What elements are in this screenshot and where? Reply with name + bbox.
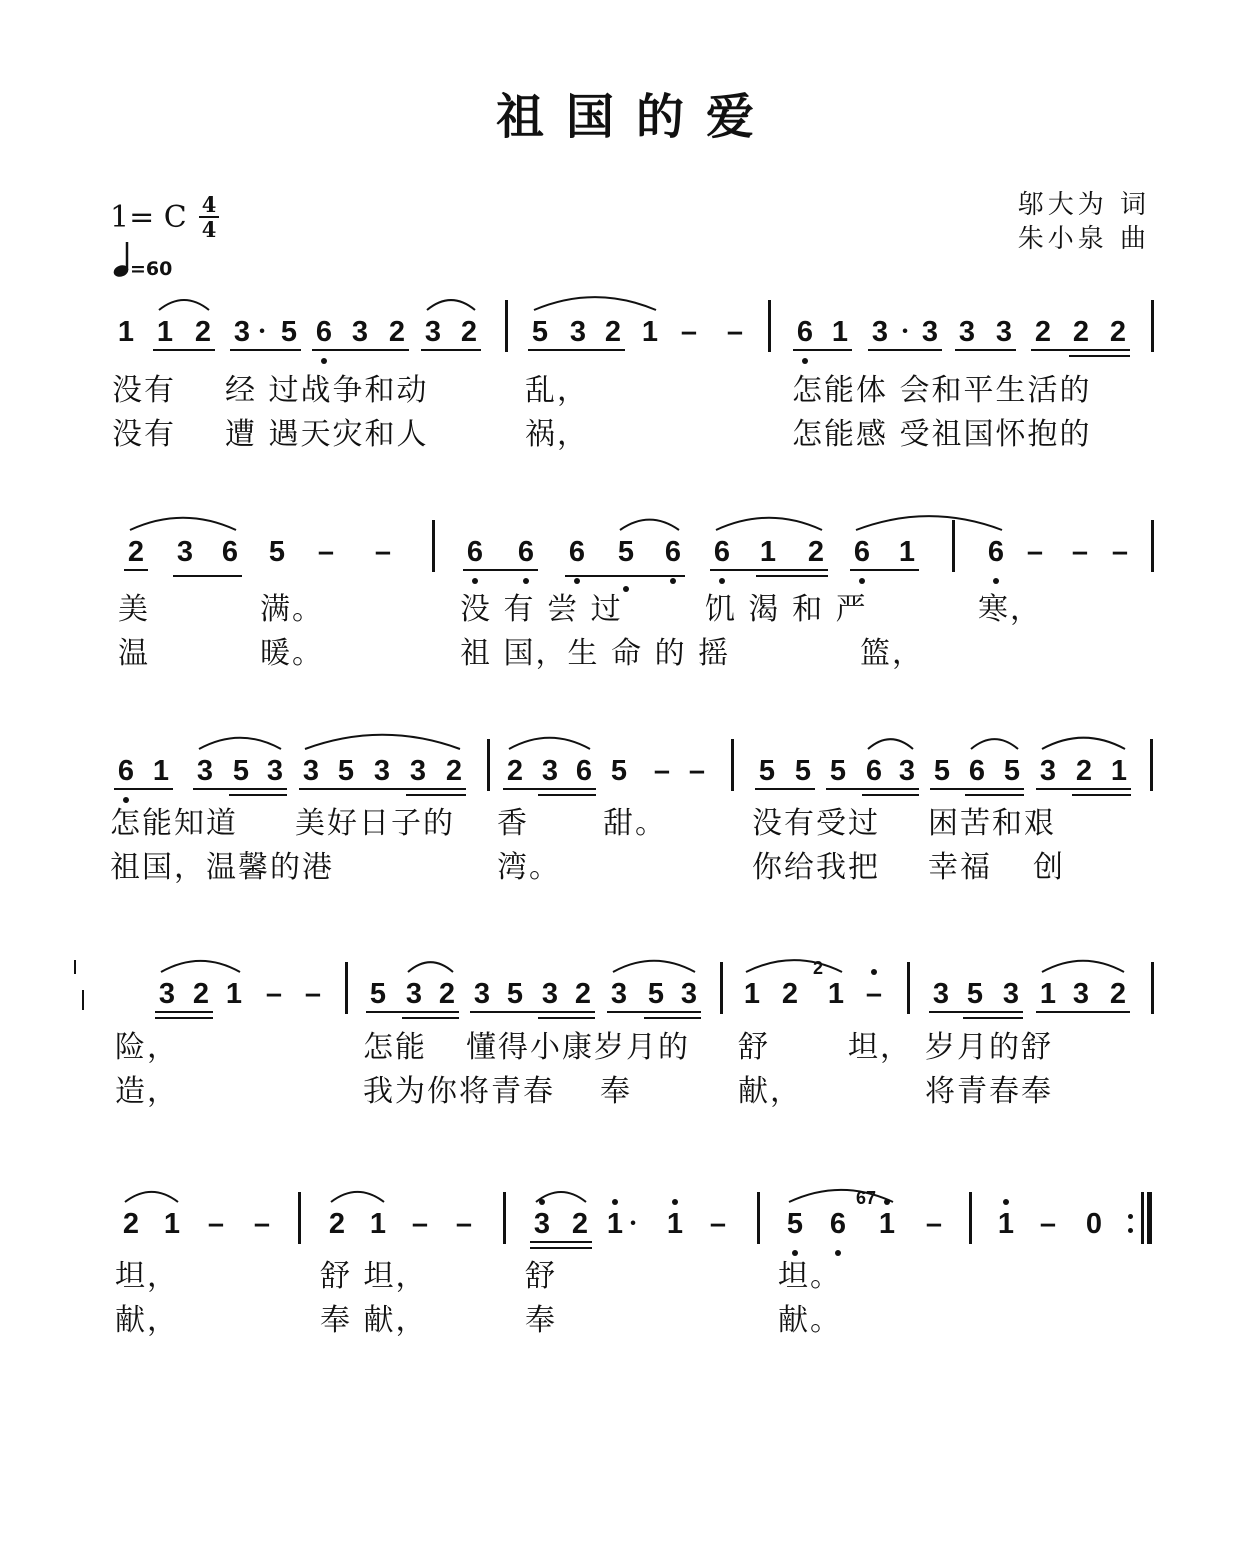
- lyric-2: 遭 遇天灾和人: [225, 417, 429, 452]
- lyric-1: 经 过战争和动: [225, 373, 429, 408]
- note: 3: [176, 536, 194, 568]
- note: 2: [1072, 316, 1090, 348]
- note: 2: [1075, 755, 1093, 787]
- note: 1: [743, 978, 761, 1010]
- note: 5: [933, 755, 951, 787]
- slur: [534, 297, 656, 310]
- note: 1: [759, 536, 777, 568]
- note: 2: [438, 978, 456, 1010]
- beam-line: [538, 794, 596, 796]
- beam-line: [229, 794, 287, 796]
- beam-line: [1036, 1011, 1130, 1013]
- note: 2: [460, 316, 478, 348]
- note: –: [865, 978, 883, 1010]
- beam-line: [538, 1017, 595, 1019]
- note: 6: [987, 536, 1005, 568]
- note: 2: [604, 316, 622, 348]
- note: 1: [666, 1208, 684, 1240]
- slur: [130, 518, 236, 530]
- note: 1: [641, 316, 659, 348]
- note: 6: [517, 536, 535, 568]
- lyric-2: 暖。: [260, 636, 324, 671]
- lyric-1: 险，: [115, 1030, 179, 1065]
- slur: [1042, 738, 1125, 749]
- note: 2: [388, 316, 406, 348]
- slur: [125, 1192, 178, 1202]
- beam-line: [565, 575, 685, 577]
- slur: [509, 738, 590, 749]
- margin-mark: [74, 960, 76, 974]
- lyric-1: 没有受过: [752, 806, 880, 841]
- barline: [505, 300, 508, 352]
- repeat-dot: [1128, 1214, 1133, 1219]
- barline: [345, 962, 348, 1014]
- beam-line: [1072, 794, 1131, 796]
- octave-dot-below: [835, 1250, 841, 1256]
- lyric-1: 困苦和艰: [928, 806, 1056, 841]
- note: 2: [192, 978, 210, 1010]
- note: –: [253, 1208, 271, 1240]
- lyric-2: 奉 献，: [320, 1303, 428, 1338]
- note: 1: [369, 1208, 387, 1240]
- lyric-2: 献。: [778, 1303, 842, 1338]
- note: •: [902, 323, 908, 340]
- lyric-2: 篮，: [860, 636, 924, 671]
- barline: [952, 520, 955, 572]
- lyric-2: 祖国，温馨的港: [110, 850, 334, 885]
- note: 6: [221, 536, 239, 568]
- octave-dot-below: [993, 578, 999, 584]
- note: 3: [533, 1208, 551, 1240]
- note: 5: [610, 755, 628, 787]
- beam-line: [530, 1247, 592, 1249]
- note: 5: [531, 316, 549, 348]
- note: 5: [268, 536, 286, 568]
- barline: [432, 520, 435, 572]
- octave-dot-below: [123, 797, 129, 803]
- note: 2: [1034, 316, 1052, 348]
- lyric-1: 甜。: [603, 806, 667, 841]
- barline: [1151, 962, 1154, 1014]
- slur: [408, 962, 453, 972]
- beam-line: [963, 1017, 1023, 1019]
- lyric-2: 祖 国，生 命 的 摇: [460, 636, 731, 671]
- note: 6: [575, 755, 593, 787]
- note: 5: [369, 978, 387, 1010]
- key-signature: 1= C: [110, 200, 187, 235]
- beam-line: [173, 575, 242, 577]
- beam-line: [868, 349, 942, 351]
- note: 5: [280, 316, 298, 348]
- note: 3: [196, 755, 214, 787]
- beam-line: [124, 569, 148, 571]
- tempo-mark: =60: [130, 258, 173, 280]
- note: –: [1026, 536, 1044, 568]
- note: 3: [266, 755, 284, 787]
- beam-line: [406, 794, 466, 796]
- note: –: [455, 1208, 473, 1240]
- lyric-1: 怎能: [363, 1030, 427, 1065]
- note: 1: [606, 1208, 624, 1240]
- beam-line: [929, 1011, 1023, 1013]
- octave-dot-below: [670, 578, 676, 584]
- final-barline-thick: [1147, 1192, 1152, 1244]
- lyric-2: 温: [118, 636, 150, 671]
- note: 1: [878, 1208, 896, 1240]
- lyric-2: 怎能感 受祖国怀抱的: [792, 417, 1092, 452]
- note: 2: [1109, 978, 1127, 1010]
- lyric-1: 舒: [525, 1259, 557, 1294]
- composer-credit: 朱小泉 曲: [1017, 224, 1150, 254]
- slur: [1042, 961, 1124, 972]
- barline: [1151, 520, 1154, 572]
- beam-line: [1036, 788, 1131, 790]
- beam-line: [463, 569, 538, 571]
- note: 1: [1039, 978, 1057, 1010]
- note: 3: [351, 316, 369, 348]
- note: 0: [1085, 1208, 1103, 1240]
- note: –: [1071, 536, 1089, 568]
- note: 5: [794, 755, 812, 787]
- note: 3: [932, 978, 950, 1010]
- barline: [503, 1192, 506, 1244]
- note: 3: [1039, 755, 1057, 787]
- note: 3: [610, 978, 628, 1010]
- lyric-2: 没有: [112, 417, 176, 452]
- octave-dot-above: [884, 1199, 890, 1205]
- octave-dot-below: [792, 1250, 798, 1256]
- beam-line: [793, 349, 852, 351]
- slur: [856, 516, 1002, 530]
- slur: [971, 739, 1018, 749]
- note: 3: [373, 755, 391, 787]
- note: 2: [571, 1208, 589, 1240]
- lyric-2: 奉: [600, 1074, 632, 1109]
- beam-line: [930, 788, 1024, 790]
- note: –: [726, 316, 744, 348]
- beam-line: [756, 575, 828, 577]
- note: 1: [1110, 755, 1128, 787]
- note: 5: [829, 755, 847, 787]
- note: 3: [158, 978, 176, 1010]
- note: 5: [1003, 755, 1021, 787]
- lyric-2: 幸福: [928, 850, 992, 885]
- note: 5: [232, 755, 250, 787]
- beam-line: [955, 349, 1016, 351]
- note: 2: [194, 316, 212, 348]
- note: 3: [302, 755, 320, 787]
- note: 5: [786, 1208, 804, 1240]
- beam-line: [1069, 355, 1130, 357]
- beam-line: [402, 1017, 459, 1019]
- note: –: [1111, 536, 1129, 568]
- note: 1: [117, 316, 135, 348]
- slur: [199, 738, 281, 749]
- note: 6: [117, 755, 135, 787]
- note: 2: [122, 1208, 140, 1240]
- lyric-2: 造，: [115, 1074, 179, 1109]
- beam-line: [193, 788, 287, 790]
- barline: [487, 739, 490, 791]
- note: 1: [997, 1208, 1015, 1240]
- note: 6: [315, 316, 333, 348]
- beam-line: [826, 788, 919, 790]
- note: –: [653, 755, 671, 787]
- octave-dot-below: [523, 578, 529, 584]
- lyric-1: 寒，: [978, 592, 1042, 627]
- barline: [298, 1192, 301, 1244]
- note: –: [207, 1208, 225, 1240]
- lyric-1: 坦，: [848, 1030, 912, 1065]
- final-barline: [1141, 1192, 1144, 1244]
- beam-line: [114, 788, 173, 790]
- octave-dot-above: [871, 969, 877, 975]
- barline: [757, 1192, 760, 1244]
- note: 3: [569, 316, 587, 348]
- note: –: [680, 316, 698, 348]
- note: –: [317, 536, 335, 568]
- note: 5: [337, 755, 355, 787]
- lyric-2: 将青春奉: [925, 1074, 1053, 1109]
- note: 6: [853, 536, 871, 568]
- note: 2: [1109, 316, 1127, 348]
- lyric-2: 奉: [525, 1303, 557, 1338]
- beam-line: [528, 349, 625, 351]
- lyric-1: 乱，: [525, 373, 589, 408]
- slur: [620, 520, 679, 530]
- time-signature-bottom: 4: [201, 217, 217, 242]
- note: 2: [574, 978, 592, 1010]
- octave-dot-below: [321, 358, 327, 364]
- note: 3: [541, 755, 559, 787]
- note: 3: [680, 978, 698, 1010]
- barline: [768, 300, 771, 352]
- note: 3: [958, 316, 976, 348]
- note: 2: [807, 536, 825, 568]
- note: 2: [781, 978, 799, 1010]
- lyric-1: 怎能知道: [110, 806, 238, 841]
- barline: [1151, 300, 1154, 352]
- beam-line: [862, 794, 919, 796]
- note: –: [1039, 1208, 1057, 1240]
- beam-line: [503, 788, 596, 790]
- note: 2: [506, 755, 524, 787]
- note: –: [374, 536, 392, 568]
- note: 1: [152, 755, 170, 787]
- lyric-2: 祸，: [525, 417, 589, 452]
- note: 2: [127, 536, 145, 568]
- lyric-1: 岁月的舒: [925, 1030, 1053, 1065]
- grace-note: 2: [812, 958, 823, 978]
- slur: [161, 961, 240, 972]
- note: 3: [898, 755, 916, 787]
- note: 5: [647, 978, 665, 1010]
- note: –: [265, 978, 283, 1010]
- beam-line: [607, 1011, 701, 1013]
- slur: [427, 300, 475, 310]
- margin-mark: [82, 990, 84, 1010]
- slur: [331, 1192, 384, 1202]
- song-title: 祖国的爱: [495, 89, 776, 145]
- note: 3: [921, 316, 939, 348]
- barline: [969, 1192, 972, 1244]
- beam-line: [155, 1017, 213, 1019]
- note: 6: [796, 316, 814, 348]
- lyric-1: 饥 渴 和 严: [705, 592, 868, 627]
- beam-line: [710, 569, 828, 571]
- beam-line: [530, 1241, 592, 1243]
- note: 5: [617, 536, 635, 568]
- lyric-2: 湾。: [497, 850, 561, 885]
- note: 6: [968, 755, 986, 787]
- beam-line: [1031, 349, 1130, 351]
- octave-dot-above: [672, 1199, 678, 1205]
- note: 6: [865, 755, 883, 787]
- note: 6: [568, 536, 586, 568]
- lyric-1: 美好日子的: [295, 806, 455, 841]
- lyric-2: 我为你将青春: [363, 1074, 555, 1109]
- note: 3: [995, 316, 1013, 348]
- lyric-1: 满。: [260, 592, 324, 627]
- lyric-1: 没 有 尝 过: [460, 592, 623, 627]
- slur: [305, 735, 460, 749]
- lyric-2: 献，: [738, 1074, 802, 1109]
- beam-line: [421, 349, 481, 351]
- note: 3: [405, 978, 423, 1010]
- octave-dot-below: [623, 586, 629, 592]
- lyric-1: 香: [497, 806, 529, 841]
- lyric-1: 舒: [738, 1030, 770, 1065]
- note: 2: [328, 1208, 346, 1240]
- octave-dot-above: [612, 1199, 618, 1205]
- beam-line: [230, 349, 301, 351]
- beam-line: [850, 569, 919, 571]
- barline: [1150, 739, 1153, 791]
- repeat-dot: [1128, 1228, 1133, 1233]
- note: 6: [829, 1208, 847, 1240]
- beam-line: [312, 349, 409, 351]
- octave-dot-below: [574, 578, 580, 584]
- barline: [731, 739, 734, 791]
- note: –: [688, 755, 706, 787]
- beam-line: [153, 349, 215, 351]
- slur: [716, 518, 822, 530]
- lyric-2: 你给我把: [752, 850, 880, 885]
- lyric-1: 美: [118, 592, 150, 627]
- slur: [159, 300, 209, 310]
- lyric-1: 没有: [112, 373, 176, 408]
- note: 6: [466, 536, 484, 568]
- note: –: [925, 1208, 943, 1240]
- note: 1: [156, 316, 174, 348]
- note: •: [630, 1215, 636, 1232]
- lyric-1: 怎能体 会和平生活的: [792, 373, 1092, 408]
- octave-dot-below: [719, 578, 725, 584]
- note: –: [709, 1208, 727, 1240]
- note: •: [259, 323, 265, 340]
- note: 3: [1072, 978, 1090, 1010]
- octave-dot-above: [1003, 1199, 1009, 1205]
- note: 5: [966, 978, 984, 1010]
- note: –: [411, 1208, 429, 1240]
- note: –: [304, 978, 322, 1010]
- time-signature-top: 4: [201, 192, 217, 217]
- note: 5: [758, 755, 776, 787]
- lyric-1: 坦。: [778, 1259, 842, 1294]
- slur: [613, 961, 695, 972]
- barline: [720, 962, 723, 1014]
- beam-line: [644, 1017, 701, 1019]
- octave-dot-below: [859, 578, 865, 584]
- lyric-1: 舒 坦，: [320, 1259, 428, 1294]
- note: 3: [473, 978, 491, 1010]
- octave-dot-below: [802, 358, 808, 364]
- beam-line: [155, 1011, 213, 1013]
- lyric-1: 懂得小康岁月的: [466, 1030, 690, 1065]
- slur: [868, 739, 913, 749]
- beam-line: [965, 794, 1024, 796]
- lyricist-credit: 邬大为 词: [1017, 190, 1150, 220]
- grace-note: 67: [855, 1188, 877, 1208]
- lyric-1: 坦，: [115, 1259, 179, 1294]
- note: 3: [871, 316, 889, 348]
- note: 3: [233, 316, 251, 348]
- note: 1: [163, 1208, 181, 1240]
- beam-line: [366, 1011, 459, 1013]
- note: 5: [506, 978, 524, 1010]
- note: 3: [409, 755, 427, 787]
- note: 6: [713, 536, 731, 568]
- octave-dot-above: [539, 1199, 545, 1205]
- lyric-2: 献，: [115, 1303, 179, 1338]
- note: 6: [664, 536, 682, 568]
- note: 1: [898, 536, 916, 568]
- note: 3: [541, 978, 559, 1010]
- beam-line: [755, 788, 815, 790]
- note: 3: [1002, 978, 1020, 1010]
- octave-dot-below: [472, 578, 478, 584]
- barline: [907, 962, 910, 1014]
- note: 2: [445, 755, 463, 787]
- lyric-2: 创: [1033, 850, 1065, 885]
- note: 1: [831, 316, 849, 348]
- note: 1: [827, 978, 845, 1010]
- note: 3: [424, 316, 442, 348]
- beam-line: [299, 788, 466, 790]
- beam-line: [470, 1011, 595, 1013]
- note: 1: [225, 978, 243, 1010]
